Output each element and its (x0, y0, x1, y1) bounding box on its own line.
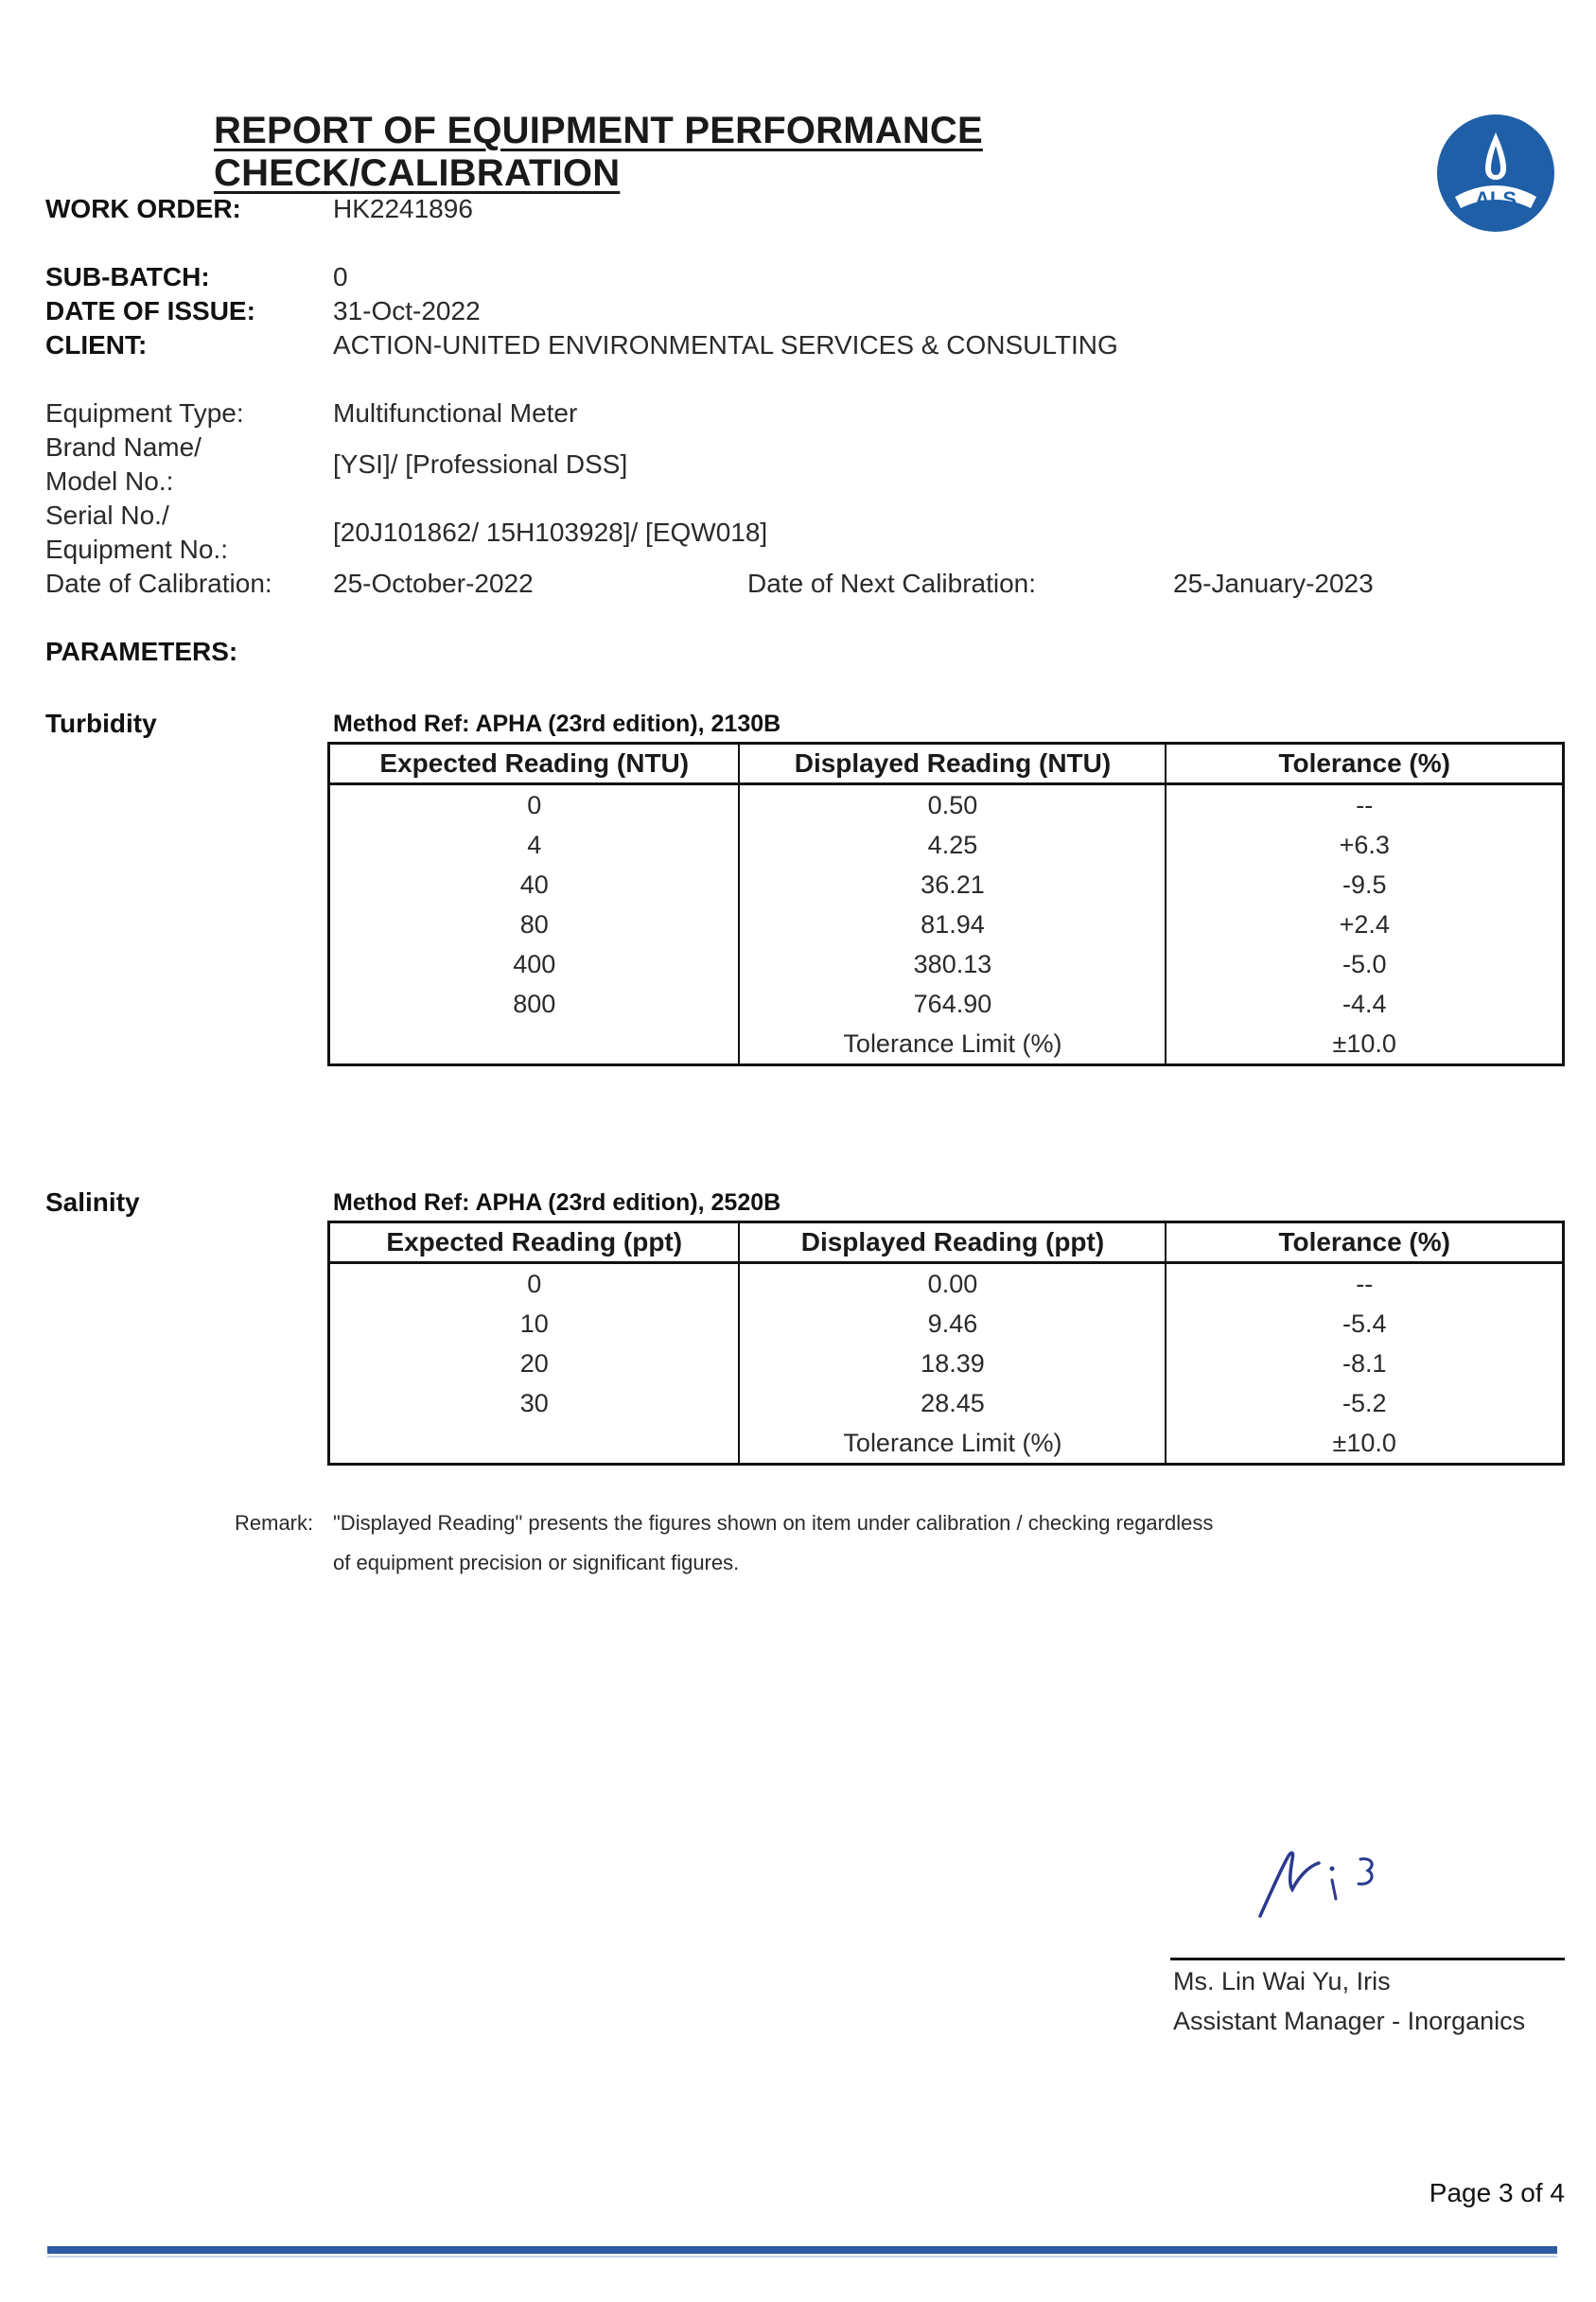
displayed-reading-cell: 28.45 (739, 1383, 1166, 1423)
displayed-reading-cell: 0.00 (739, 1263, 1166, 1305)
equipment-no-label: Equipment No.: (45, 535, 228, 564)
displayed-reading-cell: 380.13 (739, 944, 1166, 984)
date-of-issue-label: DATE OF ISSUE: (45, 296, 255, 325)
client-value: ACTION-UNITED ENVIRONMENTAL SERVICES & CONSULTING (333, 330, 1118, 360)
work-order-value: HK2241896 (333, 194, 473, 223)
table-row (329, 1383, 1564, 1423)
tolerance-cell: -4.4 (1166, 984, 1563, 1024)
table-row (329, 1344, 1564, 1383)
turbidity-heading: Turbidity (45, 709, 157, 738)
column-header: Displayed Reading (ppt) (739, 1222, 1166, 1263)
displayed-reading-cell: 4.25 (739, 825, 1166, 865)
displayed-reading-cell: 36.21 (739, 865, 1166, 905)
displayed-reading-cell: 9.46 (739, 1304, 1166, 1344)
tolerance-limit-value: ±10.0 (1166, 1024, 1563, 1065)
expected-reading-cell: 10 (519, 1309, 549, 1338)
column-header: Tolerance (%) (1166, 1222, 1563, 1263)
tolerance-cell: +2.4 (1166, 905, 1563, 944)
tolerance-cell: -8.1 (1166, 1344, 1563, 1383)
model-no-label: Model No.: (45, 466, 174, 496)
displayed-reading-cell: 81.94 (739, 905, 1166, 944)
remark-line-1: "Displayed Reading" presents the figures shown on item under calibration / checking regardless (333, 1511, 1214, 1535)
tolerance-cell: +6.3 (1166, 825, 1563, 865)
tolerance-cell: -- (1166, 1263, 1563, 1305)
sub-batch-value: 0 (333, 262, 348, 291)
salinity-heading: Salinity (45, 1187, 140, 1217)
expected-reading-cell: 0 (527, 1269, 542, 1298)
displayed-reading-cell: 764.90 (739, 984, 1166, 1024)
serial-value: [20J101862/ 15H103928]/ [EQW018] (333, 518, 768, 547)
table-header-row (329, 1222, 1564, 1263)
table-row (329, 784, 1564, 826)
column-header: Displayed Reading (NTU) (739, 744, 1166, 784)
table-row (329, 1304, 1564, 1344)
tolerance-cell: -- (1166, 784, 1563, 826)
calibration-date-value: 25-October-2022 (333, 569, 534, 598)
page-number: Page 3 of 4 (1429, 2178, 1565, 2207)
table-header-row (329, 744, 1564, 784)
column-header: Expected Reading (ppt) (329, 1222, 740, 1263)
tolerance-limit-label: Tolerance Limit (%) (739, 1423, 1166, 1465)
sub-batch-label: SUB-BATCH: (45, 262, 210, 291)
table-row (329, 944, 1564, 984)
calibration-date-label: Date of Calibration: (45, 569, 272, 598)
footer-bar (47, 2246, 1557, 2254)
tolerance-limit-label: Tolerance Limit (%) (739, 1024, 1166, 1065)
next-calibration-label: Date of Next Calibration: (747, 569, 1037, 598)
empty-cell (329, 1024, 740, 1065)
equipment-type-value: Multifunctional Meter (333, 398, 578, 428)
expected-reading-cell: 800 (513, 989, 556, 1018)
table-row (329, 1263, 1564, 1305)
tolerance-cell: -5.2 (1166, 1383, 1563, 1423)
expected-reading-cell: 400 (513, 949, 556, 978)
displayed-reading-cell: 18.39 (739, 1344, 1166, 1383)
remark-label: Remark: (235, 1511, 314, 1535)
remark-line-2: of equipment precision or significant figures. (333, 1551, 740, 1574)
salinity-method: Method Ref: APHA (23rd edition), 2520B (333, 1189, 781, 1216)
handwritten-signature (1249, 1821, 1410, 1925)
salinity-table (327, 1221, 1565, 1466)
signatory-name: Ms. Lin Wai Yu, Iris (1173, 1967, 1391, 1995)
date-of-issue-value: 31-Oct-2022 (333, 296, 481, 325)
turbidity-table (327, 742, 1565, 1066)
table-row (329, 865, 1564, 905)
next-calibration-value: 25-January-2023 (1173, 569, 1374, 598)
tolerance-cell: -9.5 (1166, 865, 1563, 905)
expected-reading-cell: 80 (519, 909, 549, 939)
expected-reading-cell: 30 (519, 1388, 549, 1417)
tolerance-limit-value: ±10.0 (1166, 1423, 1563, 1465)
als-logo-text: ALS (1475, 187, 1517, 211)
column-header: Expected Reading (NTU) (329, 744, 740, 784)
signatory-position: Assistant Manager - Inorganics (1173, 2007, 1526, 2035)
table-row (329, 825, 1564, 865)
expected-reading-cell: 20 (519, 1348, 549, 1378)
expected-reading-cell: 0 (527, 790, 542, 819)
column-header: Tolerance (%) (1166, 744, 1563, 784)
displayed-reading-cell: 0.50 (739, 784, 1166, 826)
work-order-label: WORK ORDER: (45, 194, 241, 223)
tolerance-limit-row (329, 1423, 1564, 1465)
tolerance-limit-row (329, 1024, 1564, 1065)
brand-model-value: [YSI]/ [Professional DSS] (333, 449, 628, 479)
table-row (329, 905, 1564, 944)
client-label: CLIENT: (45, 330, 148, 360)
turbidity-method: Method Ref: APHA (23rd edition), 2130B (333, 711, 781, 737)
table-row (329, 984, 1564, 1024)
brand-name-label: Brand Name/ (45, 432, 202, 462)
parameters-heading: PARAMETERS: (45, 637, 238, 666)
equipment-type-label: Equipment Type: (45, 398, 244, 428)
expected-reading-cell: 4 (527, 830, 542, 859)
tolerance-cell: -5.4 (1166, 1304, 1563, 1344)
serial-no-label: Serial No./ (45, 501, 169, 530)
footer-rule (47, 2256, 1557, 2258)
signature-line (1170, 1958, 1565, 1960)
empty-cell (329, 1423, 740, 1465)
tolerance-cell: -5.0 (1166, 944, 1563, 984)
expected-reading-cell: 40 (519, 870, 549, 899)
report-title: REPORT OF EQUIPMENT PERFORMANCE CHECK/CALIBRATION (214, 110, 983, 194)
als-logo (1436, 114, 1555, 233)
